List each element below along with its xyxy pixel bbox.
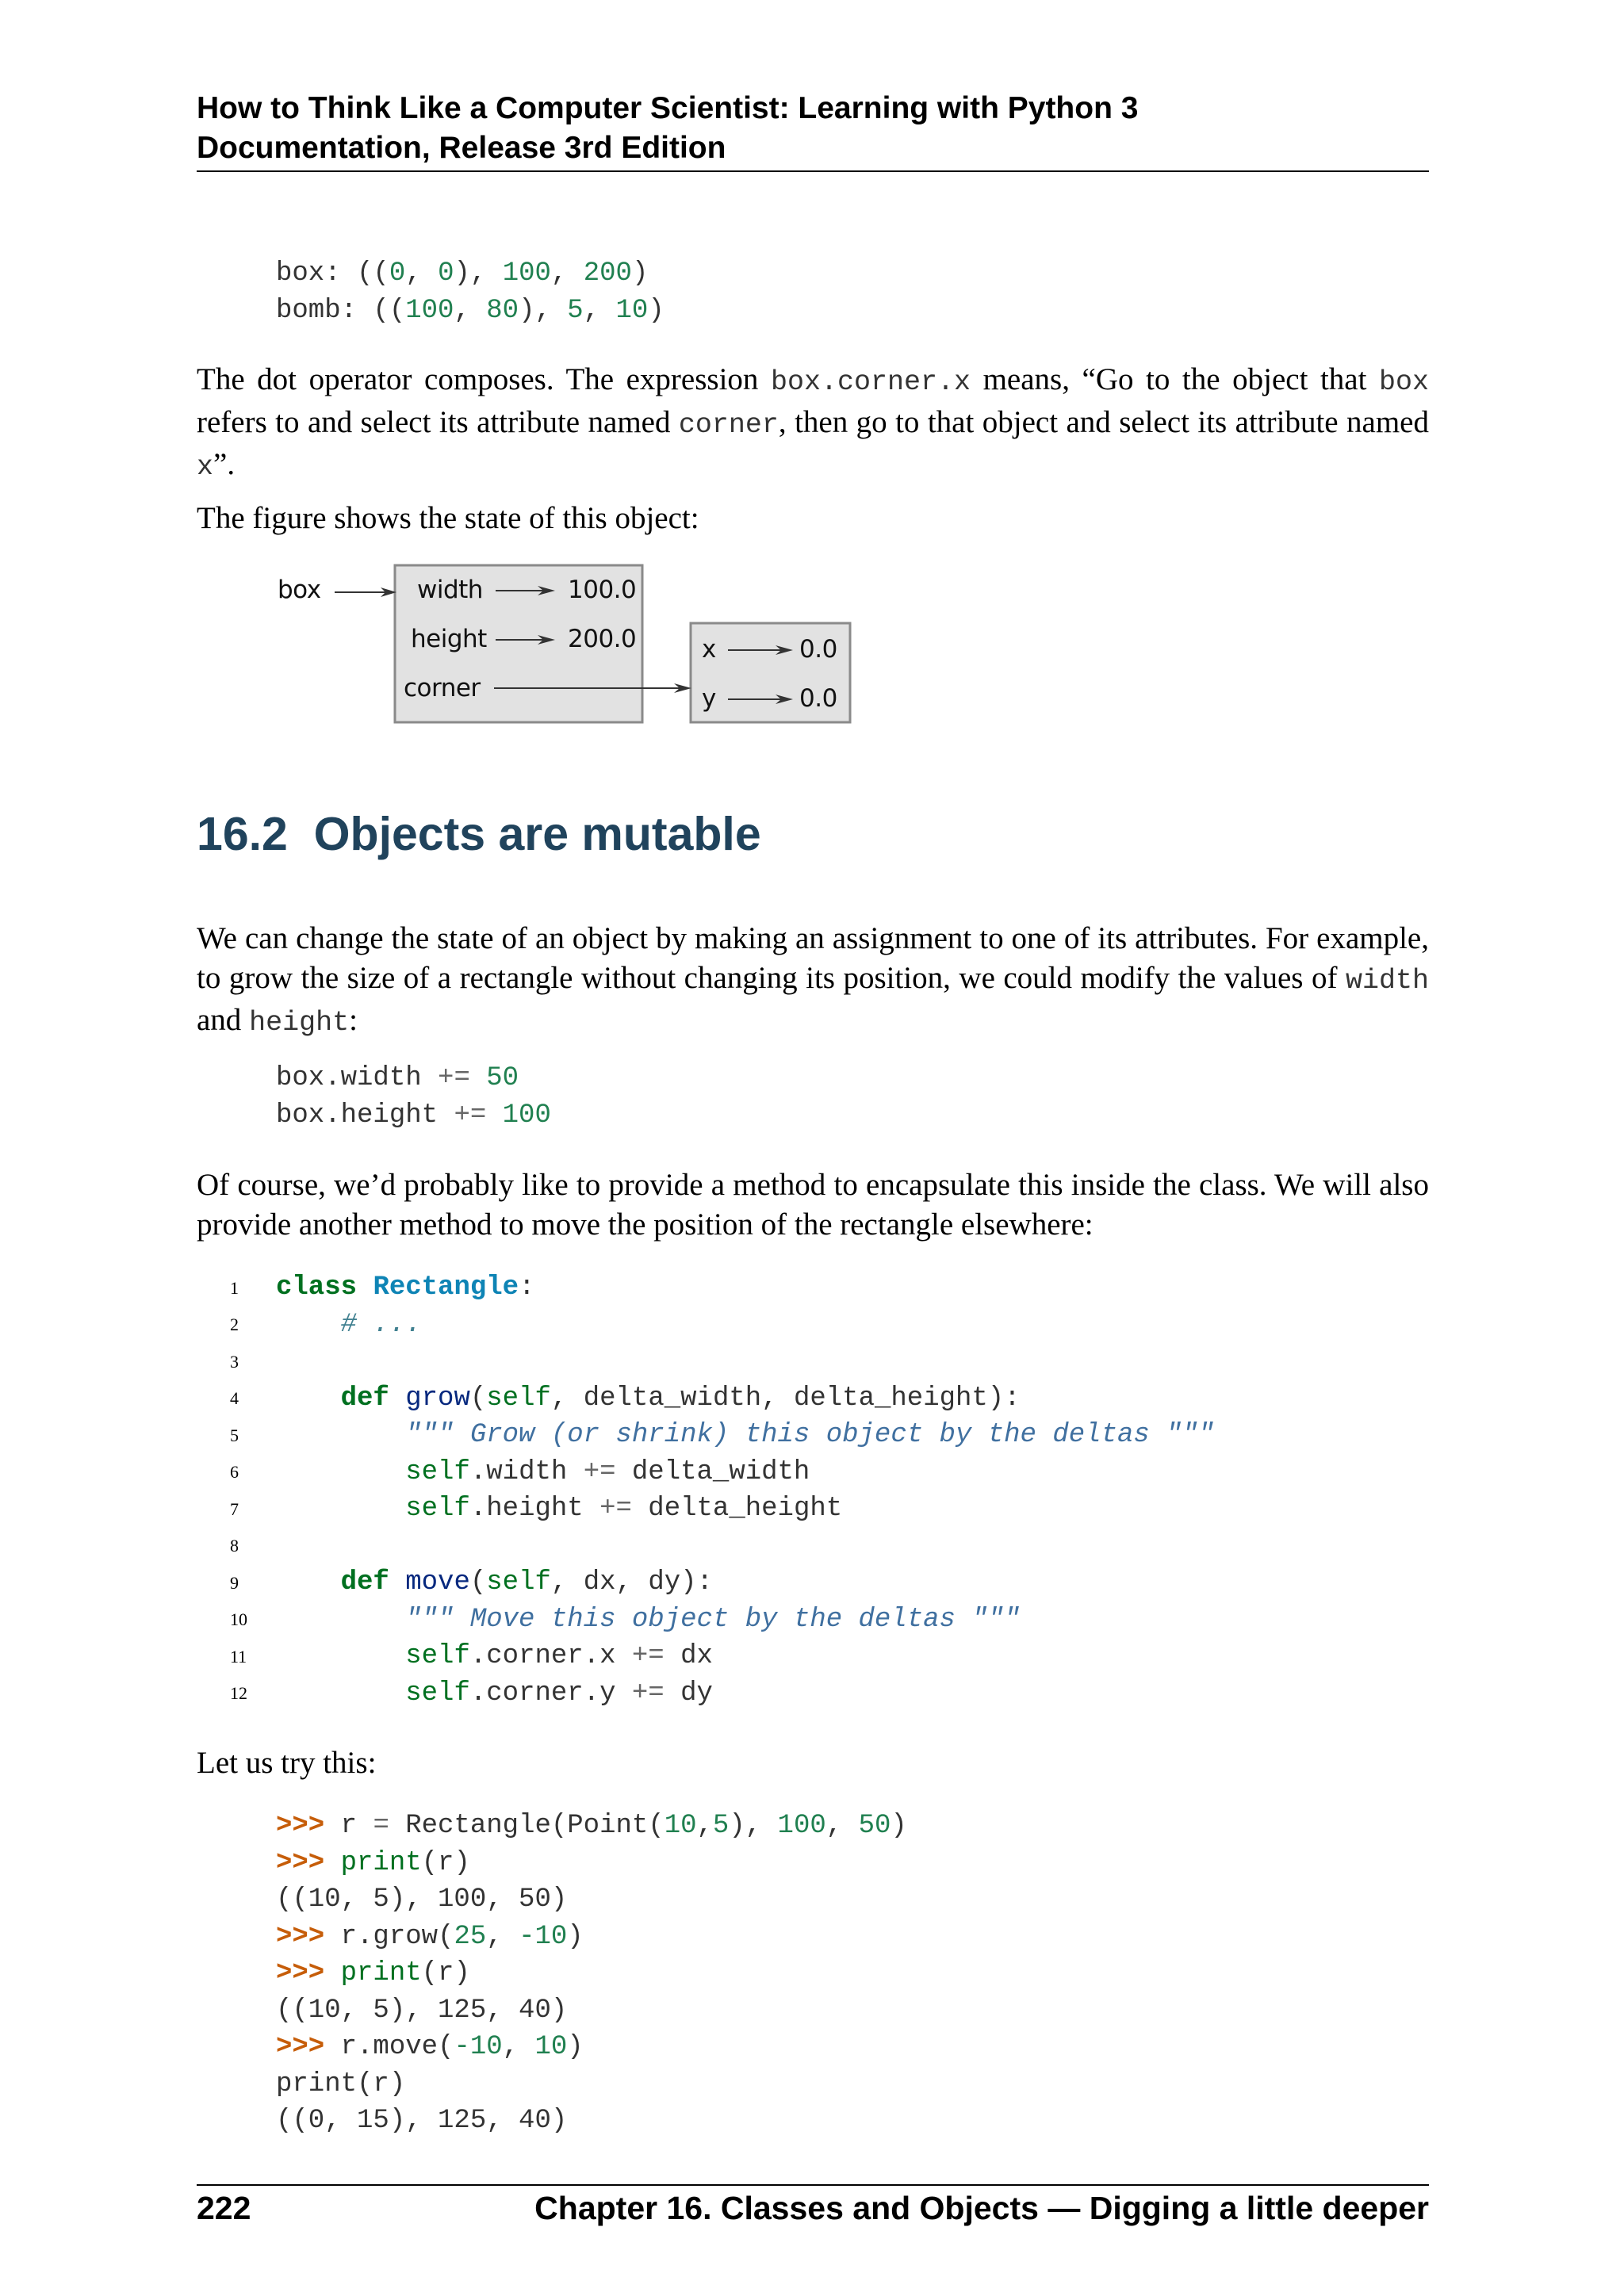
object-state-diagram (270, 555, 856, 737)
paragraph-mutable-intro: We can change the state of an object by making an assignment to one of its attributes. For example, to grow the size of a rectangle without changing its position, we could modify the values of width and height: (197, 921, 1429, 1039)
line-number: 2 (230, 1314, 239, 1334)
diagram-value-y: 0.0 (799, 684, 837, 713)
paragraph-encapsulate: Of course, we’d probably like to provide a method to encapsulate this inside the class. We will also provide another method to move the position of the rectangle elsewhere: (197, 1168, 1429, 1242)
section-number: 16.2 (197, 808, 288, 860)
line-number: 1 (230, 1278, 239, 1298)
page-number: 222 (197, 2190, 251, 2226)
code-block-box-bomb: box: ((0, 0), 100, 200) bomb: ((100, 80), 5, 10) (276, 258, 665, 326)
line-number: 5 (230, 1425, 239, 1445)
running-header (197, 89, 1429, 168)
diagram-value-x: 0.0 (799, 635, 837, 664)
line-number: 10 (230, 1609, 247, 1629)
line-number: 4 (230, 1388, 239, 1408)
header-rule (197, 170, 1429, 172)
diagram-label-box: box (278, 576, 321, 604)
footer-chapter-title: Chapter 16. Classes and Objects — Digging a little deeper (534, 2190, 1429, 2226)
diagram-value-height: 200.0 (568, 625, 637, 653)
line-number: 6 (230, 1462, 239, 1482)
section-heading (197, 807, 761, 861)
line-number: 11 (230, 1647, 247, 1667)
diagram-value-width: 100.0 (568, 576, 637, 604)
diagram-label-y: y (702, 684, 716, 713)
code-block-rectangle-class: class Rectangle: # ... def grow(self, delta_width, delta_height): """ Grow (or shrink) this object by the deltas """ self.width += delta_width self.height += delta_height def move(self, dx, dy): """ Move this object by the deltas """ self.corner.x += dx self.corner.y += dy (276, 1272, 1215, 1709)
line-number: 12 (230, 1683, 247, 1703)
code-block-box-grow: box.width += 50 box.height += 100 (276, 1063, 551, 1131)
line-number: 3 (230, 1352, 239, 1372)
object-state-diagram-svg (270, 555, 856, 737)
diagram-label-corner: corner (404, 674, 481, 702)
footer-rule (197, 2184, 1429, 2186)
diagram-label-x: x (702, 635, 716, 664)
diagram-label-height: height (411, 625, 487, 653)
code-block-interactive-session: >>> r = Rectangle(Point(10,5), 100, 50) >>> print(r) ((10, 5), 100, 50) >>> r.grow(25, -10) >>> print(r) ((10, 5), 125, 40) >>> r.move(-10, 10) print(r) ((0, 15), 125, 40) (276, 1811, 907, 2136)
section-title: Objects are mutable (313, 808, 761, 860)
paragraph-figure-intro: The figure shows the state of this object: (197, 501, 699, 535)
line-number: 7 (230, 1499, 239, 1519)
diagram-label-width: width (417, 576, 483, 604)
line-number: 9 (230, 1573, 239, 1593)
paragraph-dot-operator: The dot operator composes. The expression box.corner.x means, “Go to the object that box refers to and select its attribute named corner, then go to that object and select its attribute named x”. (197, 362, 1429, 483)
paragraph-let-us-try: Let us try this: (197, 1746, 377, 1780)
header-line-2: Documentation, Release 3rd Edition (197, 131, 726, 165)
line-number: 8 (230, 1536, 239, 1556)
header-line-1: How to Think Like a Computer Scientist: Learning with Python 3 (197, 91, 1139, 125)
